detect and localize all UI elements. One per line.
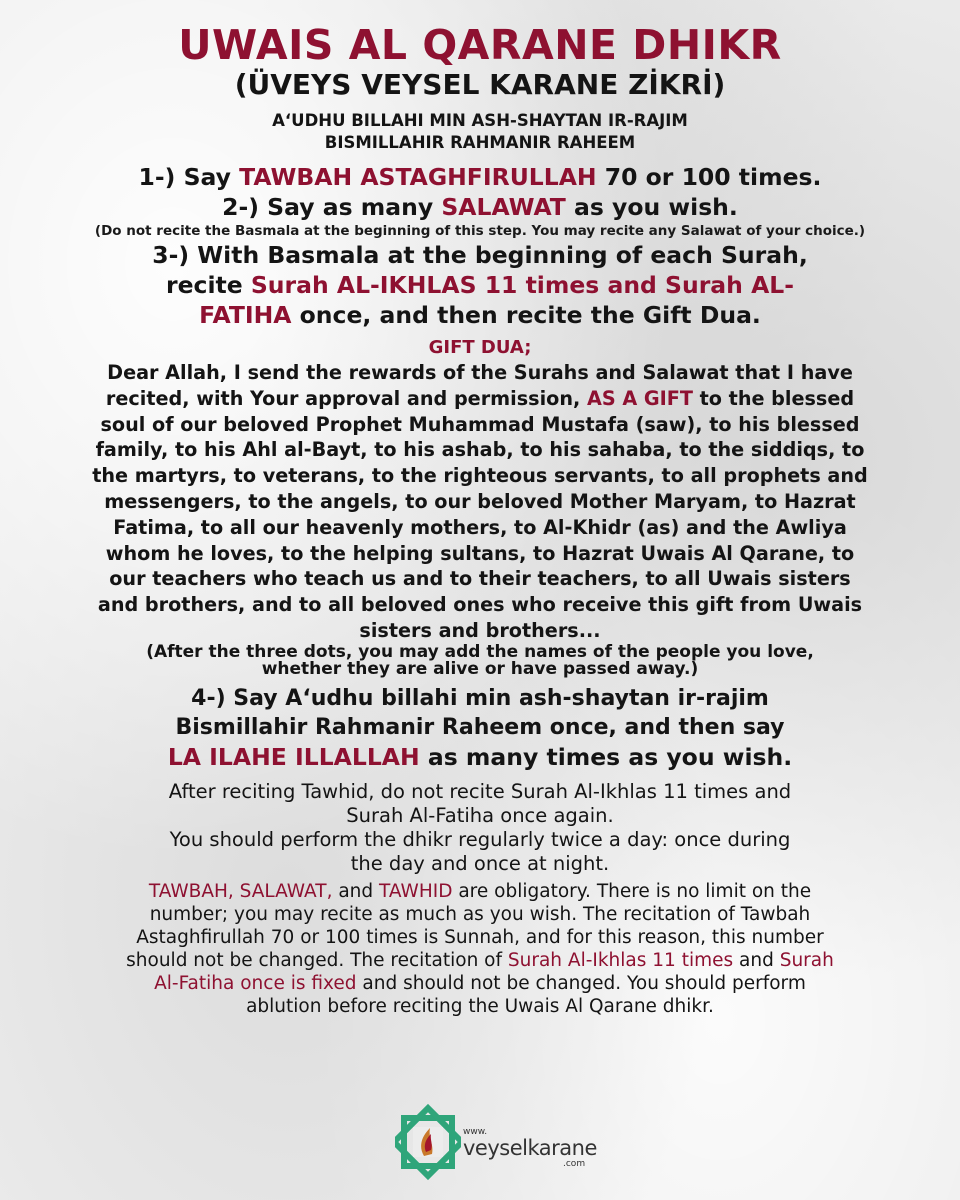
fatiha-highlight: Al-Fatiha once is fixed (154, 972, 357, 994)
step-3-pre: recite (166, 271, 251, 299)
final-post: are obligatory. There is no limit on the (452, 880, 812, 902)
step-4-line-3 (0, 742, 960, 772)
logo-name: veyselkarane (463, 1136, 597, 1160)
step-3-highlight-2: FATIHA (199, 301, 292, 329)
step-3-post: once, and then recite the Gift Dua. (291, 301, 761, 329)
step-1-highlight: TAWBAH ASTAGHFIRULLAH (239, 163, 597, 191)
step-1-post: 70 or 100 times. (596, 163, 822, 191)
tawhid-highlight: LA ILAHE ILLALLAH (167, 742, 420, 771)
step-3-highlight-1: Surah AL-IKHLAS 11 times and Surah AL- (250, 271, 794, 299)
step-2 (0, 192, 960, 222)
gift-note-line-2: whether they are alive or have passed away.) (261, 658, 699, 679)
gift-dua-heading: GIFT DUA; (428, 337, 532, 358)
obligatory-highlight-2: TAWHID (379, 880, 453, 902)
step-1-pre: 1-) Say (138, 163, 240, 191)
logo-tld: .com (563, 1159, 586, 1169)
final-line (60, 972, 900, 995)
gift-line: whom he loves, to the helping sultans, to Hazrat Uwais Al Qarane, to (105, 541, 855, 565)
after-line: After reciting Tawhid, do not recite Surah Al-Ikhlas 11 times and (168, 779, 792, 803)
step-2-pre: 2-) Say as many (222, 193, 442, 221)
page-title: UWAIS AL QARANE DHIKR (178, 21, 782, 69)
final-line (60, 880, 900, 903)
as-a-gift-highlight: AS A GIFT (586, 386, 693, 410)
final-l4-pre: should not be changed. The recitation of (126, 949, 508, 971)
final-mid: and (332, 880, 380, 902)
gift-line: Fatima, to all our heavenly mothers, to Al-Khidr (as) and the Awliya (113, 515, 847, 539)
obligatory-highlight-1: TAWBAH, SALAWAT, (148, 880, 333, 902)
after-paragraph-2 (0, 828, 960, 876)
step-2-highlight: SALAWAT (441, 193, 566, 221)
step-4-line-1: 4-) Say A‘udhu billahi min ash-shaytan ir-rajim (191, 685, 769, 711)
gift-line: messengers, to the angels, to our beloved Mother Maryam, to Hazrat (104, 489, 856, 513)
final-l4-mid: and (733, 949, 780, 971)
opening-line-2: BISMILLAHIR RAHMANIR RAHEEM (324, 133, 636, 152)
gift-line-2-pre: recited, with Your approval and permission, (105, 386, 587, 410)
gift-note-line-1: (After the three dots, you may add the names of the people you love, (146, 641, 814, 662)
final-l5-post: and should not be changed. You should perform (356, 972, 806, 994)
after-line: the day and once at night. (350, 851, 610, 875)
step-3-line-1: 3-) With Basmala at the beginning of each Surah, (152, 241, 808, 269)
step-2-post: as you wish. (565, 193, 738, 221)
final-line (60, 949, 900, 972)
gift-line: family, to his Ahl al-Bayt, to his ashab, to his sahaba, to the siddiqs, to (95, 438, 865, 462)
step-4-post: as many times as you wish. (419, 742, 793, 771)
final-line: number; you may recite as much as you wish. The recitation of Tawbah (149, 903, 811, 925)
logo-text (463, 1127, 597, 1169)
step-2-note: (Do not recite the Basmala at the beginning of this step. You may recite any Salawat of your choice.) (94, 223, 866, 239)
surah-highlight: Surah (779, 949, 834, 971)
opening-line-1: A‘UDHU BILLAHI MIN ASH-SHAYTAN IR-RAJIM (272, 111, 688, 130)
logo-emblem-icon (395, 1103, 461, 1181)
veyselkarane-logo[interactable] (395, 1103, 595, 1181)
gift-dua-body (0, 360, 960, 644)
final-line: ablution before reciting the Uwais Al Qarane dhikr. (246, 995, 714, 1017)
after-paragraph-1 (0, 780, 960, 828)
step-1 (0, 162, 960, 192)
page-subtitle: (ÜVEYS VEYSEL KARANE ZİKRİ) (234, 68, 726, 101)
gift-line (30, 386, 930, 412)
gift-line: soul of our beloved Prophet Muhammad Mustafa (saw), to his blessed (100, 412, 860, 436)
gift-line: and brothers, and to all beloved ones who receive this gift from Uwais (97, 593, 863, 617)
ikhlas-highlight: Surah Al-Ikhlas 11 times (507, 949, 734, 971)
gift-line: our teachers who teach us and to their teachers, to all Uwais sisters (109, 567, 851, 591)
step-3-line-3 (0, 300, 960, 330)
after-line: You should perform the dhikr regularly twice a day: once during (169, 827, 791, 851)
step-3-line-2 (0, 270, 960, 300)
final-line: Astaghfirullah 70 or 100 times is Sunnah, and for this reason, this number (136, 926, 824, 948)
after-line: Surah Al-Fatiha once again. (346, 803, 614, 827)
final-paragraph (0, 880, 960, 1018)
logo-www: www. (463, 1127, 488, 1137)
step-4-line-2: Bismillahir Rahmanir Raheem once, and then say (175, 714, 785, 740)
gift-line: sisters and brothers... (359, 618, 601, 642)
gift-line-2-post: to the blessed (692, 386, 855, 410)
gift-line: Dear Allah, I send the rewards of the Surahs and Salawat that I have (107, 361, 853, 384)
gift-line: the martyrs, to veterans, to the righteous servants, to all prophets and (92, 464, 868, 488)
